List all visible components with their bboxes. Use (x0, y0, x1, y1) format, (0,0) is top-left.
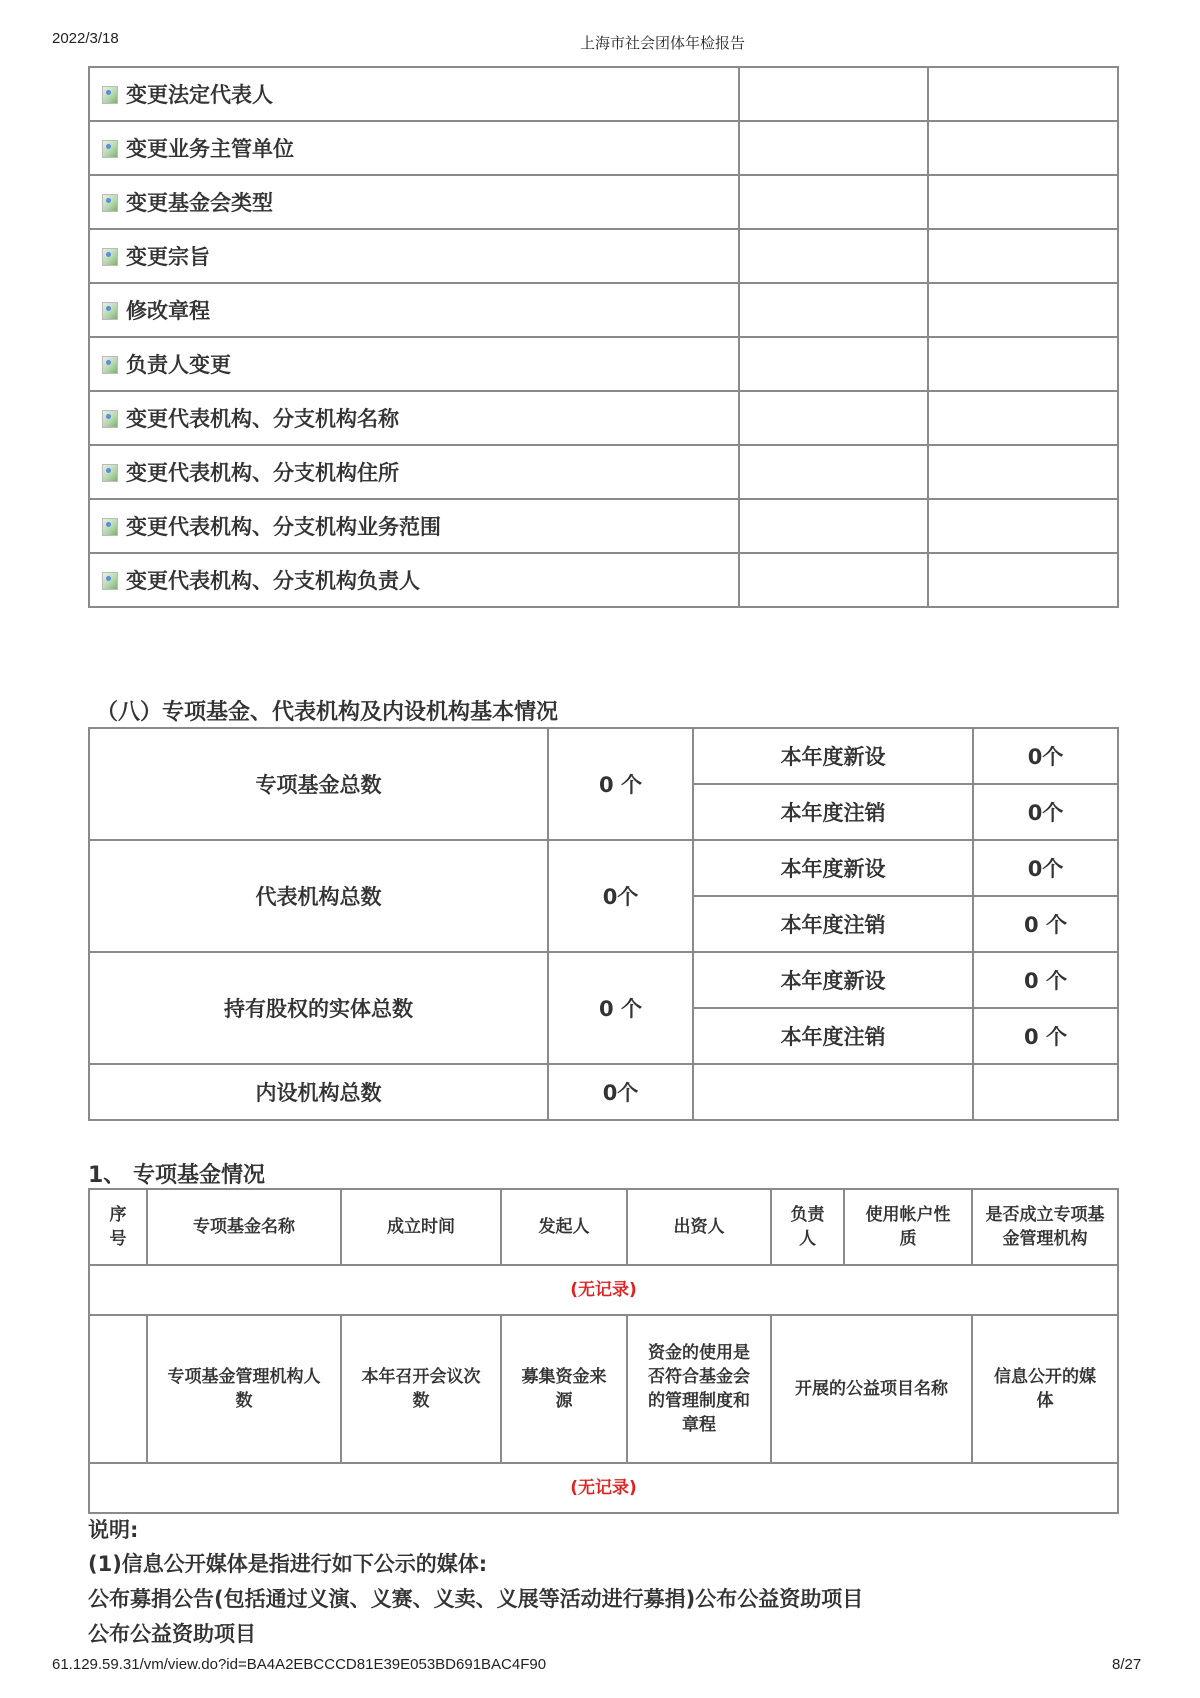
col-mgmt-org: 是否成立专项基金管理机构 (972, 1189, 1118, 1265)
change-item-label: 变更业务主管单位 (126, 137, 294, 161)
col-media: 信息公开的媒体 (972, 1315, 1118, 1463)
change-item-col-3 (928, 337, 1118, 391)
section-8-table (88, 727, 1119, 1121)
notes-title: 说明: (88, 1518, 139, 1542)
change-item-cell (89, 283, 739, 337)
notes-line-2: 公布募捐公告(包括通过义演、义赛、义卖、义展等活动进行募捐)公布公益资助项目 (88, 1587, 864, 1611)
rep-total-label: 代表机构总数 (89, 840, 548, 952)
change-item-col-3 (928, 229, 1118, 283)
change-item-col-2 (739, 121, 928, 175)
equity-cancel-value: 0 个 (973, 1008, 1118, 1064)
change-item-cell (89, 499, 739, 553)
rep-new-value: 0个 (973, 840, 1118, 896)
no-record-1: (无记录) (89, 1265, 1118, 1315)
fund-new-label: 本年度新设 (693, 728, 973, 784)
col-account-type: 使用帐户性质 (844, 1189, 972, 1265)
change-item-col-2 (739, 391, 928, 445)
change-item-cell (89, 121, 739, 175)
notes-line-1: (1)信息公开媒体是指进行如下公示的媒体: (88, 1552, 488, 1576)
change-item-label: 变更代表机构、分支机构业务范围 (126, 515, 441, 539)
equity-cancel-label: 本年度注销 (693, 1008, 973, 1064)
equity-new-label: 本年度新设 (693, 952, 973, 1008)
change-item-cell (89, 175, 739, 229)
change-item-row (89, 337, 1118, 391)
change-item-label: 变更代表机构、分支机构负责人 (126, 569, 420, 593)
change-item-col-2 (739, 67, 928, 121)
broken-image-icon (102, 572, 118, 590)
footer-url: 61.129.59.31/vm/view.do?id=BA4A2EBCCCD81E39E053BD691BAC4F90 (52, 1656, 547, 1673)
col-initiator: 发起人 (501, 1189, 627, 1265)
broken-image-icon (102, 86, 118, 104)
equity-total-label: 持有股权的实体总数 (89, 952, 548, 1064)
col-person-in-charge: 负责人 (771, 1189, 844, 1265)
equity-new-value: 0 个 (973, 952, 1118, 1008)
change-item-col-2 (739, 283, 928, 337)
change-item-cell (89, 67, 739, 121)
broken-image-icon (102, 410, 118, 428)
change-item-col-3 (928, 499, 1118, 553)
change-item-row (89, 175, 1118, 229)
internal-empty-2 (973, 1064, 1118, 1120)
change-item-cell (89, 553, 739, 607)
internal-empty-1 (693, 1064, 973, 1120)
fund-total-label: 专项基金总数 (89, 728, 548, 840)
change-items-table (88, 66, 1119, 608)
change-item-label: 变更代表机构、分支机构住所 (126, 461, 399, 485)
change-item-col-3 (928, 445, 1118, 499)
col-blank (89, 1315, 147, 1463)
equity-total-value: 0 个 (548, 952, 693, 1064)
change-item-label: 变更法定代表人 (126, 83, 273, 107)
change-item-col-3 (928, 175, 1118, 229)
change-item-row (89, 121, 1118, 175)
change-item-col-2 (739, 175, 928, 229)
footer-page: 8/27 (1112, 1656, 1142, 1673)
change-item-col-3 (928, 67, 1118, 121)
col-meetings: 本年召开会议次数 (341, 1315, 501, 1463)
change-item-row (89, 283, 1118, 337)
section-8-title: （八）专项基金、代表机构及内设机构基本情况 (96, 700, 559, 725)
broken-image-icon (102, 302, 118, 320)
change-item-cell (89, 229, 739, 283)
change-item-row (89, 445, 1118, 499)
change-item-col-2 (739, 553, 928, 607)
col-compliance: 资金的使用是否符合基金会的管理制度和章程 (627, 1315, 771, 1463)
fund-cancel-label: 本年度注销 (693, 784, 973, 840)
broken-image-icon (102, 194, 118, 212)
col-fund-source: 募集资金来源 (501, 1315, 627, 1463)
header-title: 上海市社会团体年检报告 (580, 35, 746, 52)
change-item-label: 变更代表机构、分支机构名称 (126, 407, 399, 431)
col-established: 成立时间 (341, 1189, 501, 1265)
col-fund-name: 专项基金名称 (147, 1189, 341, 1265)
fund-cancel-value: 0个 (973, 784, 1118, 840)
change-item-col-3 (928, 283, 1118, 337)
col-investor: 出资人 (627, 1189, 771, 1265)
section-1-title: 1、 专项基金情况 (88, 1163, 265, 1188)
broken-image-icon (102, 248, 118, 266)
broken-image-icon (102, 464, 118, 482)
change-item-col-2 (739, 229, 928, 283)
rep-cancel-value: 0 个 (973, 896, 1118, 952)
fund-new-value: 0个 (973, 728, 1118, 784)
change-item-row (89, 67, 1118, 121)
change-item-row (89, 391, 1118, 445)
change-item-col-2 (739, 499, 928, 553)
rep-new-label: 本年度新设 (693, 840, 973, 896)
change-item-label: 负责人变更 (126, 353, 231, 377)
internal-total-value: 0个 (548, 1064, 693, 1120)
change-item-col-3 (928, 391, 1118, 445)
col-project-name: 开展的公益项目名称 (771, 1315, 972, 1463)
internal-total-label: 内设机构总数 (89, 1064, 548, 1120)
change-item-label: 变更基金会类型 (126, 191, 273, 215)
broken-image-icon (102, 356, 118, 374)
change-item-row (89, 553, 1118, 607)
col-serial: 序号 (89, 1189, 147, 1265)
broken-image-icon (102, 518, 118, 536)
rep-cancel-label: 本年度注销 (693, 896, 973, 952)
change-item-col-2 (739, 445, 928, 499)
change-item-row (89, 229, 1118, 283)
change-item-label: 变更宗旨 (126, 245, 210, 269)
change-item-row (89, 499, 1118, 553)
special-fund-table (88, 1188, 1119, 1514)
change-item-col-3 (928, 553, 1118, 607)
no-record-2: (无记录) (89, 1463, 1118, 1513)
change-item-col-2 (739, 337, 928, 391)
change-item-col-3 (928, 121, 1118, 175)
notes-line-3: 公布公益资助项目 (88, 1622, 256, 1646)
fund-total-value: 0 个 (548, 728, 693, 840)
broken-image-icon (102, 140, 118, 158)
change-item-cell (89, 391, 739, 445)
header-date: 2022/3/18 (52, 30, 119, 47)
rep-total-value: 0个 (548, 840, 693, 952)
change-item-label: 修改章程 (126, 299, 210, 323)
change-item-cell (89, 445, 739, 499)
change-item-cell (89, 337, 739, 391)
col-mgmt-staff: 专项基金管理机构人数 (147, 1315, 341, 1463)
